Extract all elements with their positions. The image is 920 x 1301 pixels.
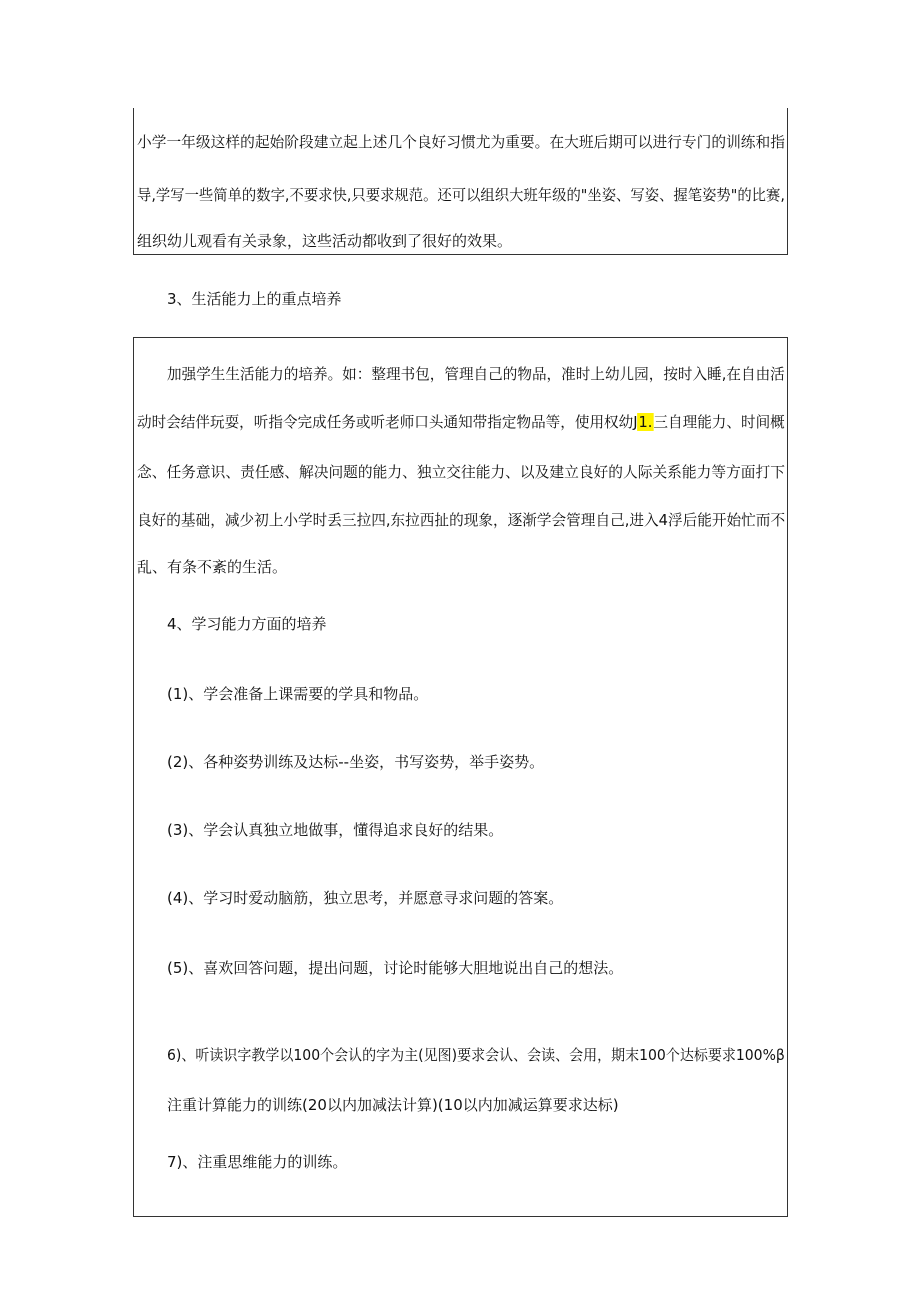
para-line-3: 念、任务意识、责任感、解决问题的能力、独立交往能力、以及建立良好的人际关系能力等方面打下 bbox=[137, 463, 786, 481]
section-heading-3: 3、生活能力上的重点培养 bbox=[167, 290, 342, 308]
para-line-2-after: 三自理能力、时间概 bbox=[653, 413, 785, 431]
list-item-4: (4)、学习时爱动脑筋，独立思考，并愿意寻求问题的答案。 bbox=[167, 889, 564, 907]
para-line-5: 乱、有条不紊的生活。 bbox=[137, 558, 288, 576]
list-item-7: 7)、注重思维能力的训练。 bbox=[167, 1153, 348, 1171]
para-line-2-before: 动时会结伴玩耍，听指令完成任务或听老师口头通知带指定物品等，使用权幼J bbox=[137, 413, 638, 431]
list-item-2: (2)、各种姿势训练及达标--坐姿，书写姿势，举手姿势。 bbox=[167, 753, 545, 771]
list-item-6: 6)、听读识字教学以100个会认的字为主(见图)要求会认、会读、会用，期末100个达标要求100%β bbox=[167, 1046, 785, 1064]
para-line-4: 良好的基础，减少初上小学时丢三拉四,东拉西扯的现象，逐渐学会管理自己,进入4浮后能开始忙而不 bbox=[137, 511, 786, 529]
list-item-calc: 注重计算能力的训练(20以内加减法计算)(10以内加减运算要求达标) bbox=[167, 1096, 619, 1114]
box1-line-2: 导,学写一些简单的数字,不要求快,只要求规范。还可以组织大班年级的"坐姿、写姿、握笔姿势"的比赛, bbox=[137, 186, 785, 204]
para-line-1: 加强学生生活能力的培养。如：整理书包，管理自己的物品，准时上幼儿园，按时入睡,在自由活 bbox=[167, 365, 785, 383]
section-heading-4: 4、学习能力方面的培养 bbox=[167, 615, 327, 633]
box1-line-3: 组织幼儿观看有关录象，这些活动都收到了很好的效果。 bbox=[137, 232, 513, 250]
list-item-5: (5)、喜欢回答问题，提出问题，讨论时能够大胆地说出自己的想法。 bbox=[167, 959, 624, 977]
list-item-3: (3)、学会认真独立地做事，懂得追求良好的结果。 bbox=[167, 821, 504, 839]
box1-line-1: 小学一年级这样的起始阶段建立起上述几个良好习惯尤为重要。在大班后期可以进行专门的训练和指 bbox=[137, 133, 786, 151]
para-line-2 bbox=[137, 412, 785, 432]
highlighted-text: 1. bbox=[638, 413, 653, 431]
list-item-1: (1)、学会准备上课需要的学具和物品。 bbox=[167, 685, 429, 703]
